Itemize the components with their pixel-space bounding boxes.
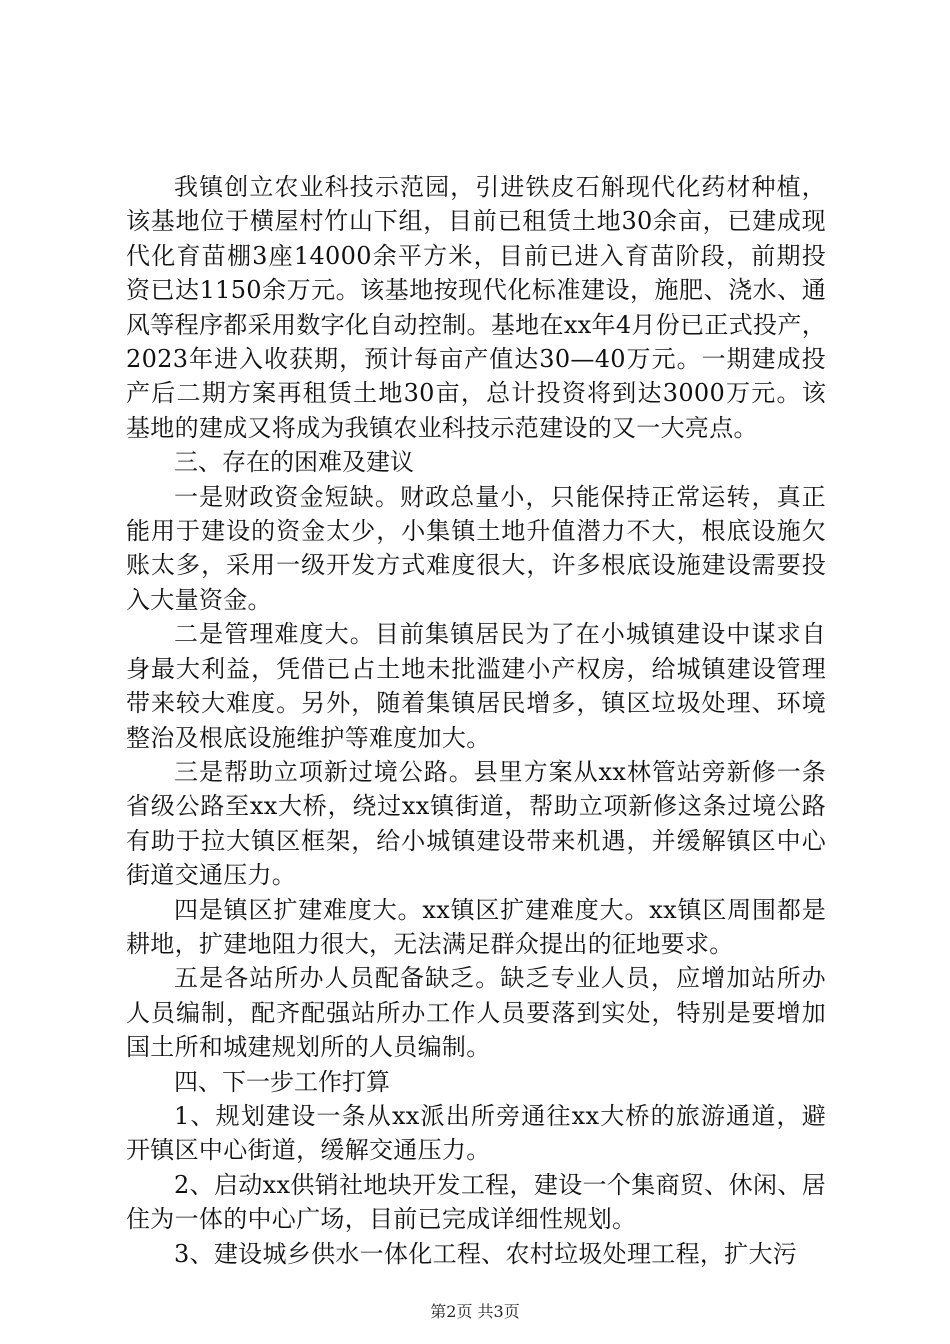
paragraph-staffing-shortage: 五是各站所办人员配备缺乏。缺乏专业人员，应增加站所办人员编制，配齐配强站所办工作人员要落到实处，特别是要增加国土所和城建规划所的人员编制。 bbox=[126, 964, 826, 1062]
page-number-footer: 第2页 共3页 bbox=[430, 1302, 520, 1321]
document-body bbox=[126, 170, 826, 1271]
paragraph-agri-park: 我镇创立农业科技示范园，引进铁皮石斛现代化药材种植，该基地位于横屋村竹山下组，目前已租赁土地30余亩，已建成现代化育苗棚3座14000余平方米，目前已进入育苗阶段，前期投资已达1150余万元。该基地按现代化标准建设，施肥、浇水、通风等程序都采用数字化自动控制。基地在xx年4月份已正式投产，2023年进入收获期，预计每亩产值达30—40万元。一期建成投产后二期方案再租赁土地30亩，总计投资将到达3000万元。该基地的建成又将成为我镇农业科技示范建设的又一大亮点。 bbox=[126, 173, 826, 442]
section-heading-difficulties: 三、存在的困难及建议 bbox=[174, 448, 414, 477]
paragraph-tourism-road: 1、规划建设一条从xx派出所旁通往xx大桥的旅游通道，避开镇区中心街道，缓解交通压力。 bbox=[126, 1101, 826, 1165]
paragraph-bypass-road: 三是帮助立项新过境公路。县里方案从xx林管站旁新修一条省级公路至xx大桥，绕过xx镇街道，帮助立项新修这条过境公路有助于拉大镇区框架，给小城镇建设带来机遇，并缓解镇区中心街道交通压力。 bbox=[126, 757, 826, 890]
paragraph-management-difficulty: 二是管理难度大。目前集镇居民为了在小城镇建设中谋求自身最大利益，凭借已占土地未批滥建小产权房，给城镇建设管理带来较大难度。另外，随着集镇居民增多，镇区垃圾处理、环境整治及根底设施维护等难度加大。 bbox=[126, 620, 826, 752]
paragraph-central-plaza: 2、启动xx供销社地块开发工程，建设一个集商贸、休闲、居住为一体的中心广场，目前已完成详细性规划。 bbox=[126, 1170, 826, 1234]
paragraph-water-supply: 3、建设城乡供水一体化工程、农村垃圾处理工程，扩大污 bbox=[174, 1239, 798, 1268]
section-heading-next-steps: 四、下一步工作打算 bbox=[174, 1067, 390, 1096]
paragraph-expansion-difficulty: 四是镇区扩建难度大。xx镇区扩建难度大。xx镇区周围都是耕地，扩建地阻力很大，无法满足群众提出的征地要求。 bbox=[126, 895, 826, 958]
paragraph-funding-shortage: 一是财政资金短缺。财政总量小，只能保持正常运转，真正能用于建设的资金太少，小集镇土地升值潜力不大，根底设施欠账太多，采用一级开发方式难度很大，许多根底设施建设需要投入大量资金。 bbox=[126, 482, 826, 614]
